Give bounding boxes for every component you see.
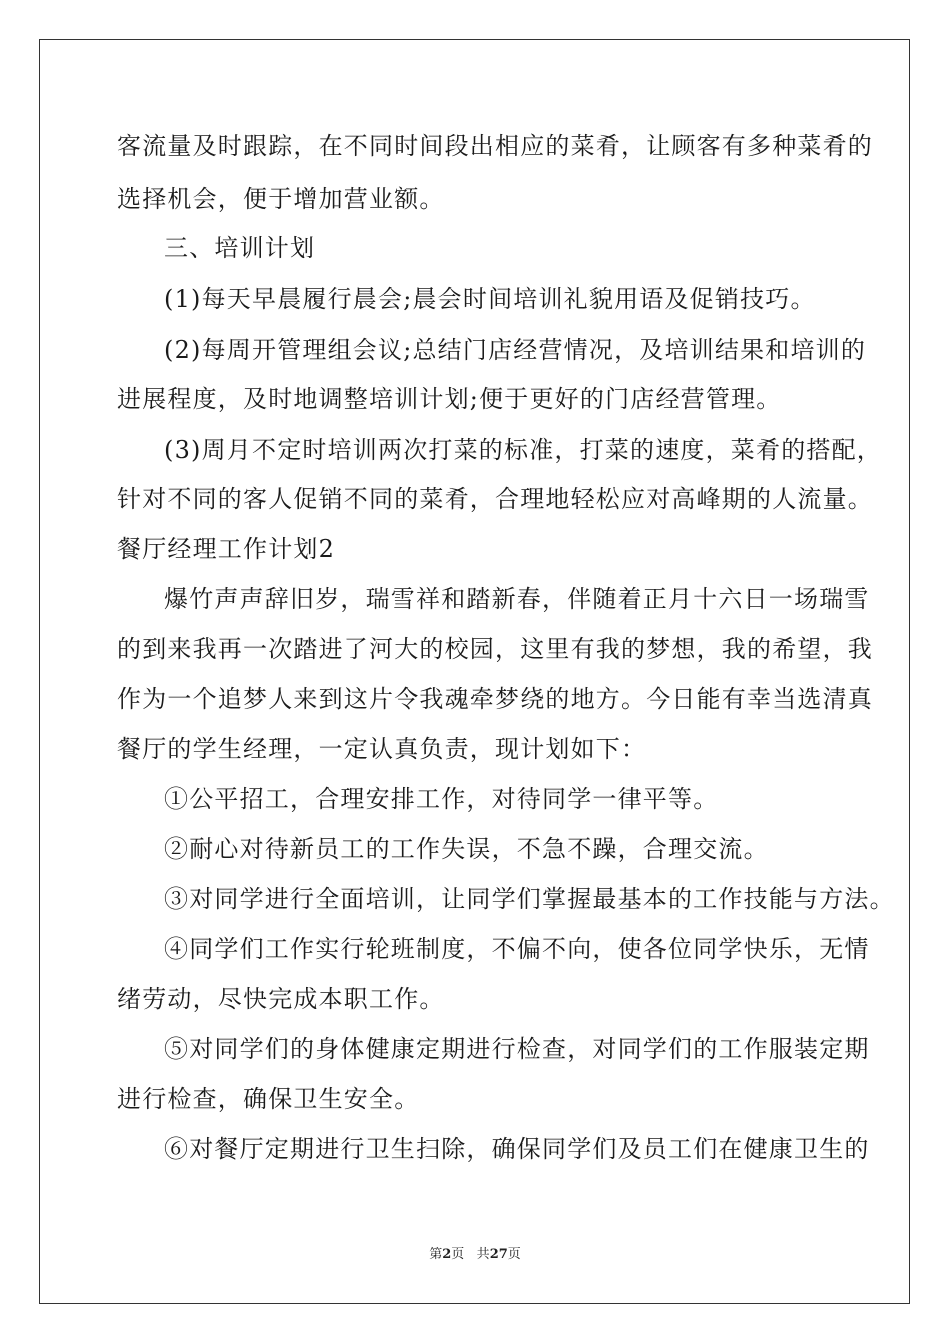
total-suffix: 页	[507, 1247, 521, 1262]
paragraph-line: 餐厅的学生经理，一定认真负责，现计划如下：	[117, 735, 647, 763]
paragraph-line: (1)每天早晨履行晨会;晨会时间培训礼貌用语及促销技巧。	[164, 285, 816, 313]
list-item: ⑥对餐厅定期进行卫生扫除，确保同学们及员工们在健康卫生的	[164, 1135, 870, 1163]
page-prefix: 第	[429, 1247, 443, 1262]
paragraph-line: 选择机会，便于增加营业额。	[117, 185, 445, 213]
list-item: ③对同学进行全面培训，让同学们掌握最基本的工作技能与方法。	[164, 885, 895, 913]
list-item: ②耐心对待新员工的工作失误，不急不躁，合理交流。	[164, 835, 769, 863]
paragraph-line: 进展程度，及时地调整培训计划;便于更好的门店经营管理。	[117, 385, 782, 413]
list-item: ①公平招工，合理安排工作，对待同学一律平等。	[164, 785, 719, 813]
paragraph-line: 的到来我再一次踏进了河大的校园，这里有我的梦想，我的希望，我	[117, 635, 873, 663]
document-title: 餐厅经理工作计划2	[117, 535, 336, 563]
paragraph-line: (3)周月不定时培训两次打菜的标准，打菜的速度，菜肴的搭配，	[164, 436, 882, 464]
total-pages: 27	[489, 1247, 508, 1262]
total-prefix: 共	[476, 1247, 490, 1262]
section-heading: 三、培训计划	[164, 234, 316, 262]
paragraph-line: 客流量及时跟踪，在不同时间段出相应的菜肴，让顾客有多种菜肴的	[117, 132, 873, 160]
list-item-continuation: 进行检查，确保卫生安全。	[117, 1085, 420, 1113]
paragraph-line: 爆竹声声辞旧岁，瑞雪祥和踏新春，伴随着正月十六日一场瑞雪	[164, 585, 870, 613]
list-item: ⑤对同学们的身体健康定期进行检查，对同学们的工作服装定期	[164, 1035, 870, 1063]
paragraph-line: (2)每周开管理组会议;总结门店经营情况，及培训结果和培训的	[164, 336, 867, 364]
paragraph-line: 作为一个追梦人来到这片令我魂牵梦绕的地方。今日能有幸当选清真	[117, 685, 873, 713]
list-item: ④同学们工作实行轮班制度，不偏不向，使各位同学快乐，无情	[164, 935, 870, 963]
list-item-continuation: 绪劳动，尽快完成本职工作。	[117, 985, 445, 1013]
page-border	[39, 39, 910, 1304]
page-suffix: 页	[451, 1247, 465, 1262]
page-footer	[0, 1246, 950, 1264]
paragraph-line: 针对不同的客人促销不同的菜肴，合理地轻松应对高峰期的人流量。	[117, 485, 873, 513]
page-number: 2	[442, 1247, 452, 1262]
